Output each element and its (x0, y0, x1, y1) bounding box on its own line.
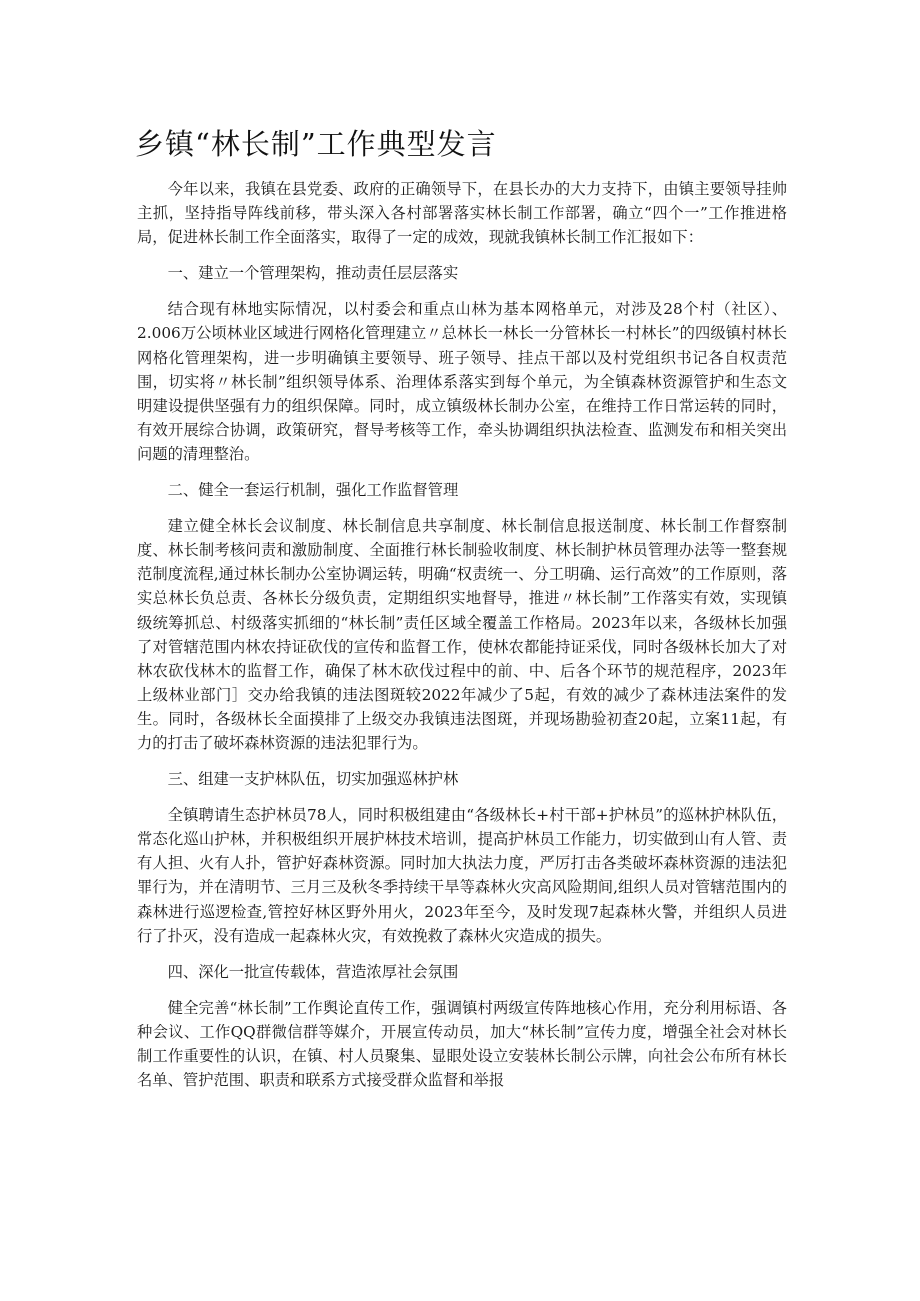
section-2-body: 建立健全林长会议制度、林长制信息共享制度、林长制信息报送制度、林长制工作督察制度、林长制考核问责和激励制度、全面推行林长制验收制度、林长制护林员管理办法等一整套规范制度流程,通过林长制办公室协调运转，明确“权责统一、分工明确、运行高效”的工作原则，落实总林长负总责、各林长分级负责，定期组织实地督导，推进〃林长制”工作落实有效，实现镇级统筹抓总、村级落实抓细的“林长制”责任区域全覆盖工作格局。2023年以来，各级林长加强了对管辖范围内林农持证砍伐的宣传和监督工作，使林农都能持证采伐，同时各级林长加大了对林农砍伐林木的监督工作，确保了林木砍伐过程中的前、中、后各个环节的规范程序，2023年上级林业部门］交办给我镇的违法图斑较2022年减少了5起，有效的减少了森林违法案件的发生。同时，各级林长全面摸排了上级交办我镇违法图斑，并现场勘验初查20起，立案11起，有力的打击了破坏森林资源的违法犯罪行为。 (137, 517, 787, 752)
intro-paragraph: 今年以来，我镇在县党委、政府的正确领导下，在县长办的大力支持下，由镇主要领导挂帅主抓，坚持指导阵线前移，带头深入各村部署落实林长制工作部署，确立“四个一”工作推进格局，促进林长制工作全面落实，取得了一定的成效，现就我镇林长制工作汇报如下： (137, 180, 787, 247)
section-1-body: 结合现有林地实际情况，以村委会和重点山林为基本网格单元，对涉及28个村（社区）、2.006万公顷林业区域进行网格化管理建立〃总林长一林长一分管林长一村林长”的四级镇村林长网格化管理架构，进一步明确镇主要领导、班子领导、挂点干部以及村党组织书记各自权责范围，切实将〃林长制”组织领导体系、治理体系落实到每个单元，为全镇森林资源管护和生态文明建设提供坚强有力的组织保障。同时，成立镇级林长制办公室，在维持工作日常运转的同时，有效开展综合协调，政策研究，督导考核等工作，牵头协调组织执法检查、监测发布和相关突出问题的清理整治。 (137, 300, 787, 463)
document-title: 乡镇“林长制”工作典型发言 (135, 127, 497, 161)
section-4-heading: 四、深化一批宣传载体，营造浓厚社会氛围 (167, 962, 459, 981)
section-1-heading: 一、建立一个管理架构，推动责任层层落实 (167, 264, 459, 283)
document-body (137, 177, 787, 1104)
section-2-heading: 二、健全一套运行机制，强化工作监督管理 (167, 481, 459, 500)
section-3-heading: 三、组建一支护林队伍，切实加强巡林护林 (167, 770, 459, 789)
section-4-body: 健全完善“林长制”工作舆论直传工作，强调镇村两级宣传阵地核心作用，充分利用标语、各种会议、工作QQ群微信群等媒介，开展宣传动员，加大“林长制”宣传力度，增强全社会对林长制工作重要性的认识，在镇、村人员聚集、显眼处设立安装林长制公示牌，向社会公布所有林长名单、管护范围、职责和联系方式接受群众监督和举报 (137, 998, 787, 1090)
section-3-body: 全镇聘请生态护林员78人，同时积极组建由“各级林长+村干部+护林员”的巡林护林队伍，常态化巡山护林，并积极组织开展护林技术培训，提高护林员工作能力，切实做到山有人管、责有人担、火有人扑，管护好森林资源。同时加大执法力度，严厉打击各类破坏森林资源的违法犯罪行为，并在清明节、三月三及秋冬季持续干旱等森林火灾高风险期间,组织人员对管辖范围内的森林进行巡逻检查,管控好林区野外用火，2023年至今，及时发现7起森林火警，并组织人员进行了扑灭，没有造成一起森林火灾，有效挽救了森林火灾造成的损失。 (137, 806, 787, 945)
